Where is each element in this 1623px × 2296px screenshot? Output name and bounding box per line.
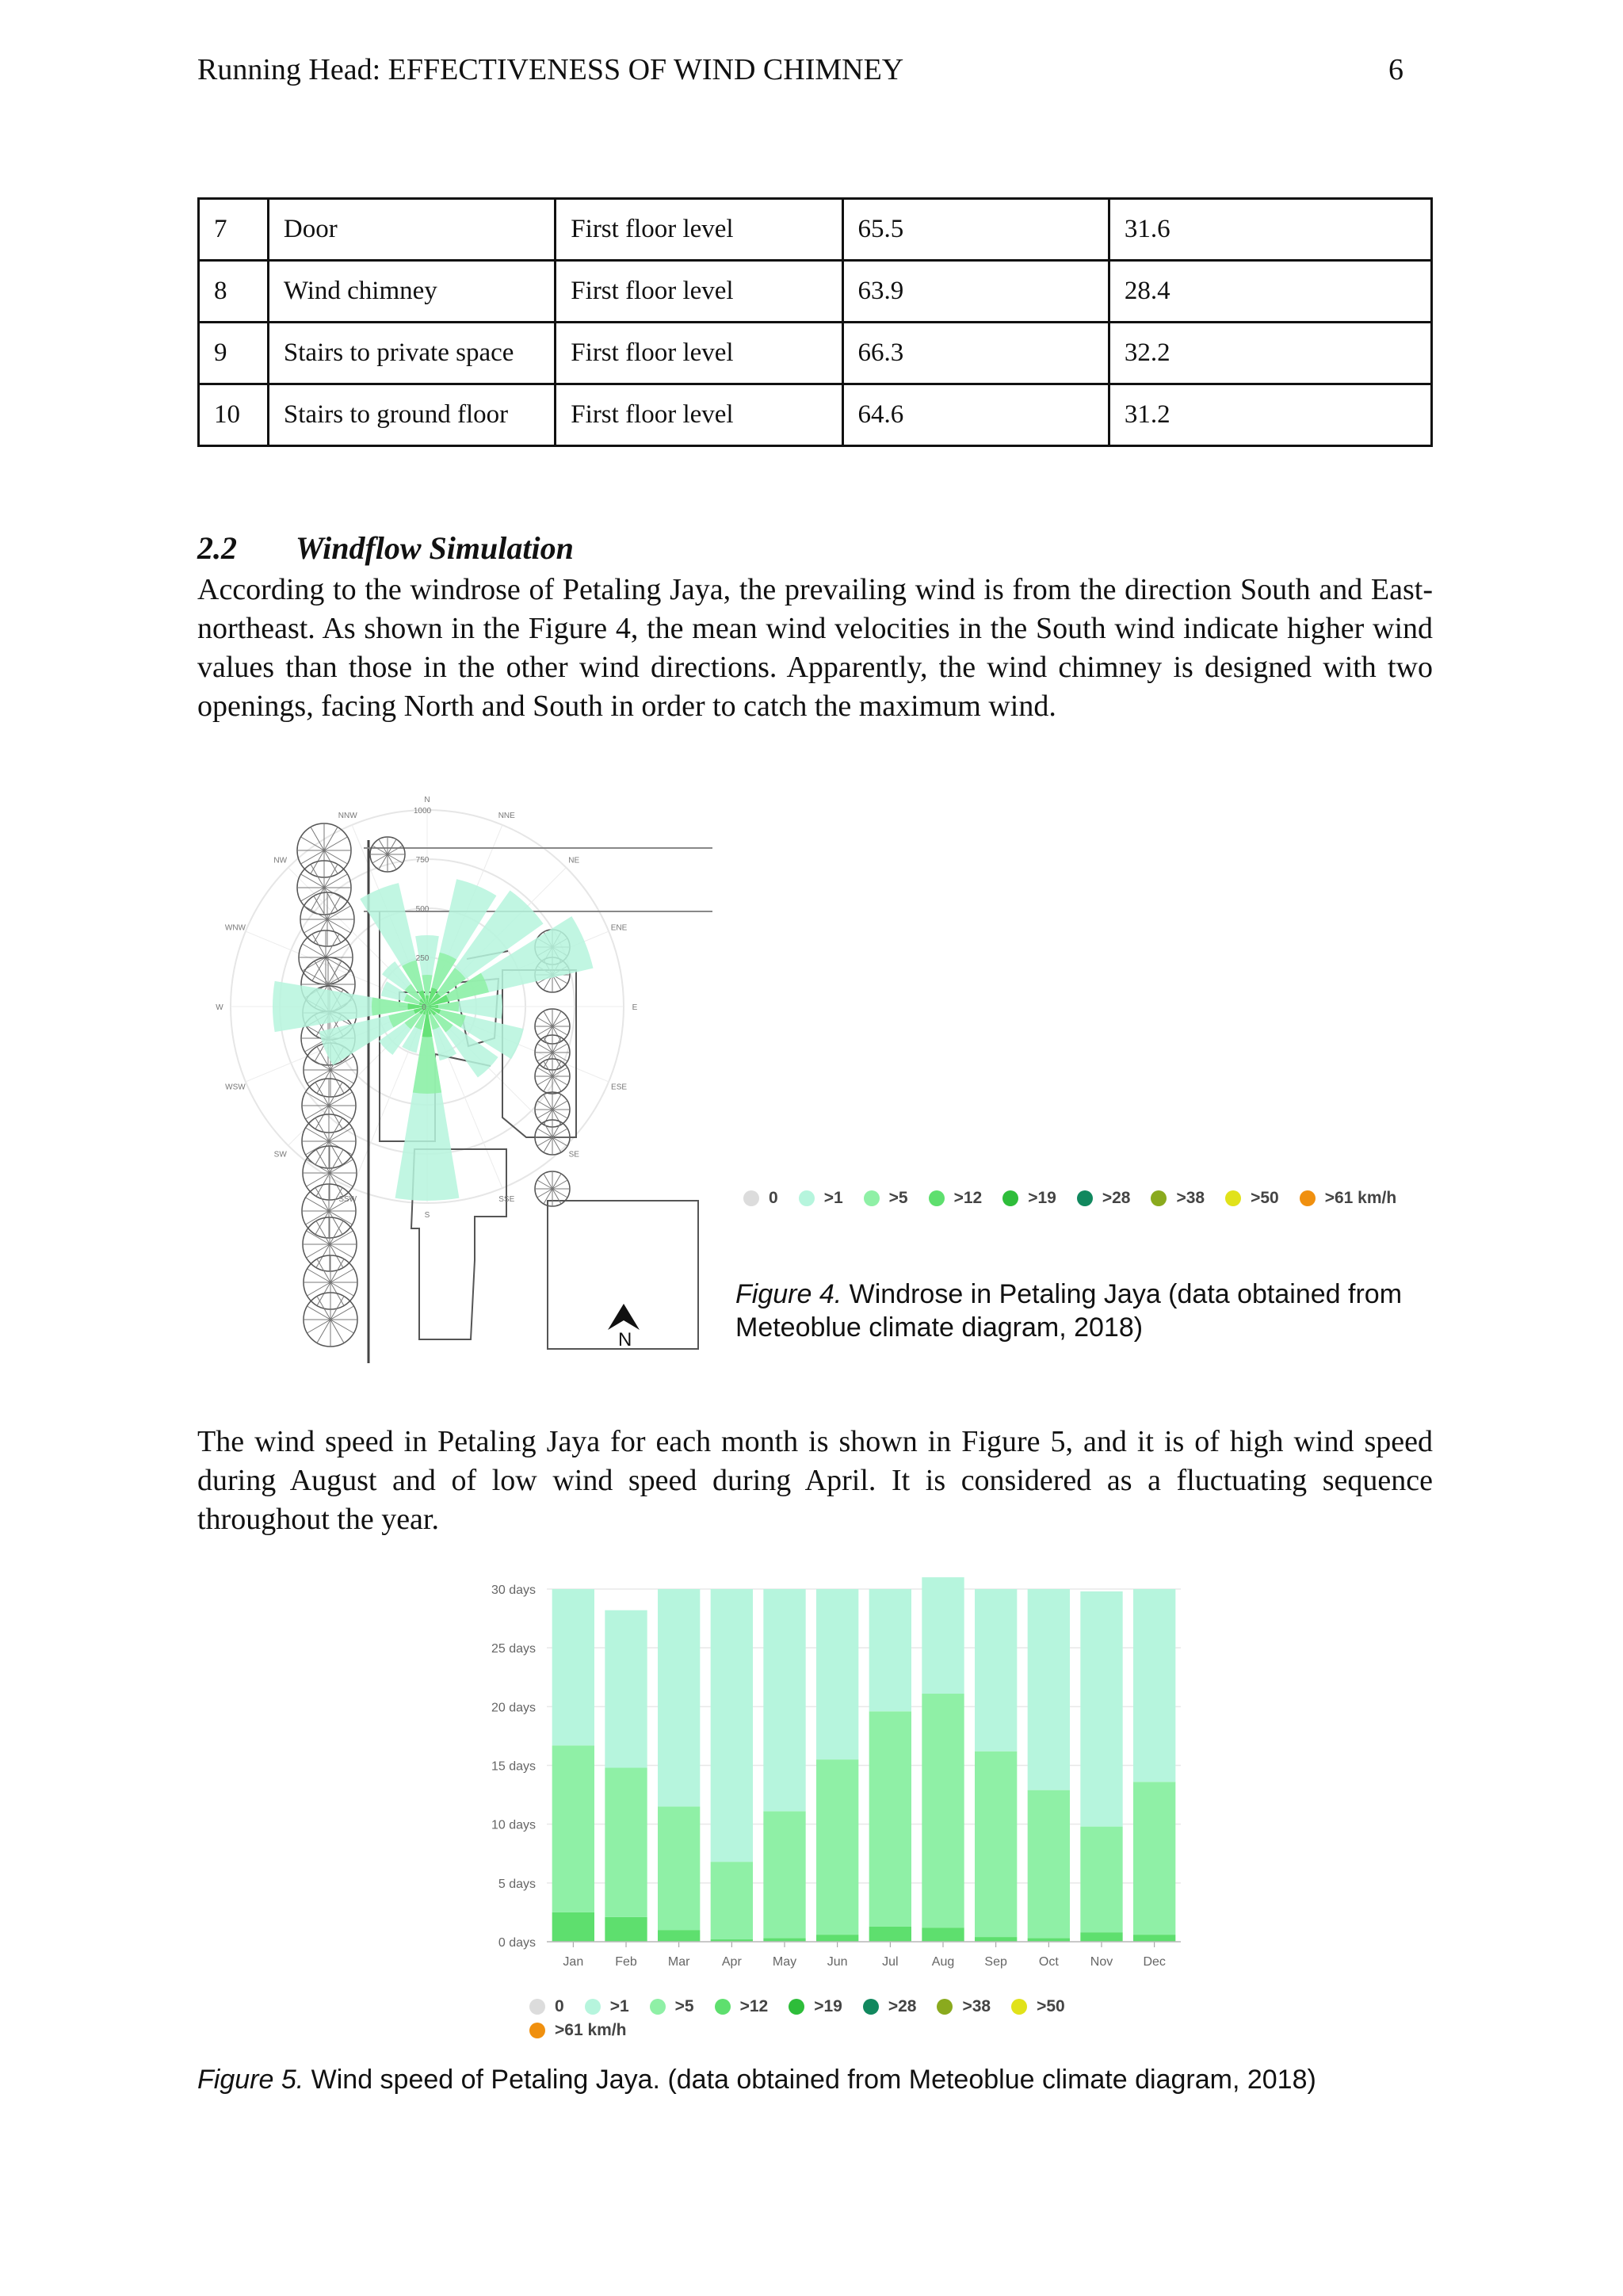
windrose-legend — [743, 1189, 1441, 1208]
direction-label: WSW — [225, 1083, 246, 1092]
y-tick-label: 15 days — [491, 1759, 536, 1774]
legend-label: >61 km/h — [1324, 1189, 1397, 1207]
direction-label: WNW — [224, 923, 246, 933]
paragraph: The wind speed in Petaling Jaya for each month is shown in Figure 5, and it is of high wind speed during August and of low wind speed during April. It is considered as a fluctuating sequence throughout the year. — [197, 1425, 1433, 1536]
legend-label: >12 — [953, 1189, 983, 1207]
table-cell: Door — [268, 199, 555, 261]
legend-item — [650, 1997, 694, 2016]
legend-item — [529, 1997, 564, 2016]
direction-label: SSE — [498, 1195, 515, 1205]
bar-segment — [605, 1917, 647, 1942]
ring-label: 1000 — [413, 807, 432, 816]
tree-icon — [304, 1293, 357, 1347]
x-tick-label: Apr — [721, 1955, 742, 1969]
y-tick-label: 20 days — [491, 1701, 536, 1715]
table-cell: 31.2 — [1109, 384, 1431, 446]
legend-label: >38 — [962, 1997, 991, 2015]
y-tick-label: 5 days — [498, 1877, 536, 1891]
bar-segment — [711, 1589, 753, 1862]
legend-label: >5 — [888, 1189, 908, 1207]
figure-caption-text: Wind speed of Petaling Jaya. (data obtained from Meteoblue climate diagram, 2018) — [304, 2065, 1316, 2095]
tree-icon — [300, 892, 354, 946]
table-row — [199, 384, 1432, 446]
figure-5-caption — [197, 2065, 1316, 2095]
x-tick-label: Dec — [1143, 1955, 1166, 1969]
legend-item — [585, 1997, 629, 2016]
y-tick-label: 30 days — [491, 1584, 536, 1597]
legend-item — [1011, 1997, 1065, 2016]
x-tick-label: Nov — [1090, 1955, 1113, 1969]
table-row — [199, 199, 1432, 261]
direction-label: W — [216, 1003, 223, 1012]
bar-segment — [552, 1912, 594, 1942]
bar-segment — [658, 1806, 700, 1930]
figure-label: Figure 5. — [197, 2065, 304, 2095]
table-cell: 8 — [199, 261, 269, 323]
legend-dot-icon — [1225, 1190, 1241, 1206]
measurement-table — [197, 197, 1433, 447]
bar-segment — [922, 1577, 964, 1694]
legend-dot-icon — [1300, 1190, 1316, 1206]
direction-label: N — [424, 796, 430, 804]
bar-segment — [552, 1745, 594, 1912]
table-cell: 28.4 — [1109, 261, 1431, 323]
section-heading — [197, 529, 574, 567]
direction-label: SSW — [338, 1195, 357, 1205]
table-cell: First floor level — [556, 384, 842, 446]
tree-icon — [535, 1059, 570, 1094]
bar-segment — [1080, 1827, 1122, 1933]
page-number: 6 — [1388, 53, 1403, 86]
legend-dot-icon — [864, 1190, 880, 1206]
x-tick-label: Feb — [615, 1955, 637, 1969]
legend-label: 0 — [769, 1189, 778, 1207]
legend-dot-icon — [743, 1190, 759, 1206]
legend-dot-icon — [937, 1999, 953, 2015]
legend-item — [929, 1189, 983, 1208]
direction-label: SE — [568, 1150, 579, 1159]
bar-segment — [1133, 1782, 1175, 1935]
legend-label: >38 — [1176, 1189, 1205, 1207]
legend-label: >50 — [1037, 1997, 1065, 2015]
tree-icon — [535, 1171, 570, 1206]
bar-segment — [552, 1589, 594, 1745]
x-tick-label: Jul — [882, 1955, 899, 1969]
legend-item — [937, 1997, 991, 2016]
bar-segment — [1133, 1935, 1175, 1942]
bar-segment — [1028, 1589, 1070, 1790]
legend-item — [799, 1189, 843, 1208]
legend-dot-icon — [585, 1999, 601, 2015]
monthly-wind-chart — [444, 1573, 1189, 2049]
x-tick-label: Jun — [827, 1955, 848, 1969]
legend-dot-icon — [1151, 1190, 1167, 1206]
bar-segment — [922, 1927, 964, 1942]
x-tick-label: Sep — [984, 1955, 1007, 1969]
bar-segment — [975, 1752, 1017, 1937]
center-label: 0 — [422, 1003, 426, 1012]
legend-dot-icon — [1011, 1999, 1027, 2015]
legend-item — [1077, 1189, 1131, 1208]
legend-label: >1 — [609, 1997, 629, 2015]
bar-segment — [658, 1930, 700, 1942]
section-title: Windflow Simulation — [296, 530, 574, 566]
bar-segment — [605, 1610, 647, 1768]
figure-caption-text: Windrose in Petaling Jaya (data obtained from Meteoblue climate diagram, 2018) — [735, 1279, 1403, 1343]
legend-dot-icon — [789, 1999, 804, 2015]
legend-label: >5 — [674, 1997, 694, 2015]
legend-label: >12 — [739, 1997, 769, 2015]
table-cell: 7 — [199, 199, 269, 261]
legend-item — [715, 1997, 769, 2016]
bar-segment — [763, 1589, 805, 1811]
paragraph: According to the windrose of Petaling Jaya, the prevailing wind is from the direction South and East-northeast. As shown in the Figure 4, the mean wind velocities in the South wind indicate higher wind values than those in the other wind directions. Apparently, the wind chimney is designed with two openings, facing North and South in order to catch the maximum wind. — [197, 573, 1433, 723]
legend-dot-icon — [863, 1999, 879, 2015]
bar-segment — [1080, 1932, 1122, 1942]
table-cell: 10 — [199, 384, 269, 446]
bar-segment — [975, 1589, 1017, 1752]
table-cell: 9 — [199, 323, 269, 384]
bar-segment — [658, 1589, 700, 1806]
legend-dot-icon — [799, 1190, 815, 1206]
y-tick-label: 25 days — [491, 1642, 536, 1656]
legend-item — [1225, 1189, 1279, 1208]
direction-label: NNW — [338, 811, 357, 820]
direction-label: ESE — [611, 1083, 628, 1092]
legend-label: >19 — [1028, 1189, 1056, 1207]
direction-label: SW — [273, 1150, 287, 1159]
legend-dot-icon — [1002, 1190, 1018, 1206]
legend-label: >28 — [1102, 1189, 1131, 1207]
x-tick-label: Oct — [1038, 1955, 1059, 1969]
windrose-figure — [197, 785, 712, 1367]
bar-segment — [711, 1862, 753, 1939]
direction-label: NW — [273, 856, 288, 865]
legend-item — [789, 1997, 842, 2016]
direction-label: S — [424, 1211, 430, 1220]
legend-label: 0 — [555, 1997, 564, 2015]
bar-segment — [869, 1927, 911, 1942]
legend-label: >28 — [888, 1997, 917, 2015]
svg-text:N: N — [618, 1329, 632, 1350]
legend-label: >50 — [1251, 1189, 1279, 1207]
legend-label: >1 — [823, 1189, 843, 1207]
legend-dot-icon — [715, 1999, 731, 2015]
ring-label: 250 — [415, 954, 430, 963]
table-cell: 65.5 — [842, 199, 1109, 261]
bar-segment — [1028, 1790, 1070, 1939]
y-tick-label: 0 days — [498, 1936, 536, 1950]
legend-item — [743, 1189, 778, 1208]
table-row — [199, 323, 1432, 384]
bar-segment — [816, 1759, 858, 1935]
table-cell: First floor level — [556, 261, 842, 323]
bar-segment — [816, 1935, 858, 1942]
table-cell: Stairs to ground floor — [268, 384, 555, 446]
table-cell: First floor level — [556, 323, 842, 384]
legend-item — [1002, 1189, 1056, 1208]
direction-label: NE — [568, 856, 580, 865]
x-tick-label: Aug — [931, 1955, 955, 1969]
legend-dot-icon — [650, 1999, 666, 2015]
north-arrow-icon — [608, 1304, 640, 1350]
ring-label: 750 — [415, 856, 430, 865]
table-cell: 31.6 — [1109, 199, 1431, 261]
bar-segment — [1133, 1589, 1175, 1782]
legend-item — [1300, 1189, 1396, 1208]
tree-icon — [535, 1120, 570, 1155]
bar-segment — [605, 1767, 647, 1916]
table-cell: 66.3 — [842, 323, 1109, 384]
legend-item — [864, 1189, 908, 1208]
bar-segment — [763, 1811, 805, 1938]
table-cell: First floor level — [556, 199, 842, 261]
legend-label: >19 — [814, 1997, 842, 2015]
x-tick-label: Mar — [667, 1955, 690, 1969]
direction-label: NNE — [498, 811, 515, 820]
legend-item — [863, 1997, 917, 2016]
chart-legend — [529, 1997, 1163, 2040]
figure-label: Figure 4. — [735, 1279, 842, 1309]
x-tick-label: May — [772, 1955, 797, 1969]
direction-label: E — [632, 1003, 638, 1012]
table-cell: Wind chimney — [268, 261, 555, 323]
tree-icon — [302, 1114, 356, 1168]
legend-dot-icon — [929, 1190, 945, 1206]
legend-dot-icon — [529, 2023, 545, 2038]
legend-dot-icon — [1077, 1190, 1093, 1206]
table-row — [199, 261, 1432, 323]
ring-label: 500 — [415, 905, 430, 914]
tree-icon — [302, 1184, 356, 1238]
direction-label: ENE — [610, 923, 628, 933]
legend-dot-icon — [529, 1999, 545, 2015]
table-cell: Stairs to private space — [268, 323, 555, 384]
legend-item — [529, 2021, 626, 2040]
bar-segment — [869, 1711, 911, 1926]
section-number: 2.2 — [197, 530, 237, 566]
bar-segment — [975, 1937, 1017, 1942]
y-tick-label: 10 days — [491, 1818, 536, 1832]
bar-segment — [869, 1589, 911, 1711]
bar-segment — [1080, 1591, 1122, 1827]
bar-segment — [816, 1589, 858, 1759]
tree-icon — [370, 837, 405, 872]
running-head: Running Head: EFFECTIVENESS OF WIND CHIMNEY — [197, 53, 904, 86]
x-tick-label: Jan — [563, 1955, 584, 1969]
table-cell: 32.2 — [1109, 323, 1431, 384]
legend-label: >61 km/h — [555, 2021, 627, 2039]
bar-segment — [922, 1694, 964, 1927]
table-cell: 63.9 — [842, 261, 1109, 323]
legend-item — [1151, 1189, 1205, 1208]
figure-4-caption — [735, 1278, 1433, 1344]
table-cell: 64.6 — [842, 384, 1109, 446]
